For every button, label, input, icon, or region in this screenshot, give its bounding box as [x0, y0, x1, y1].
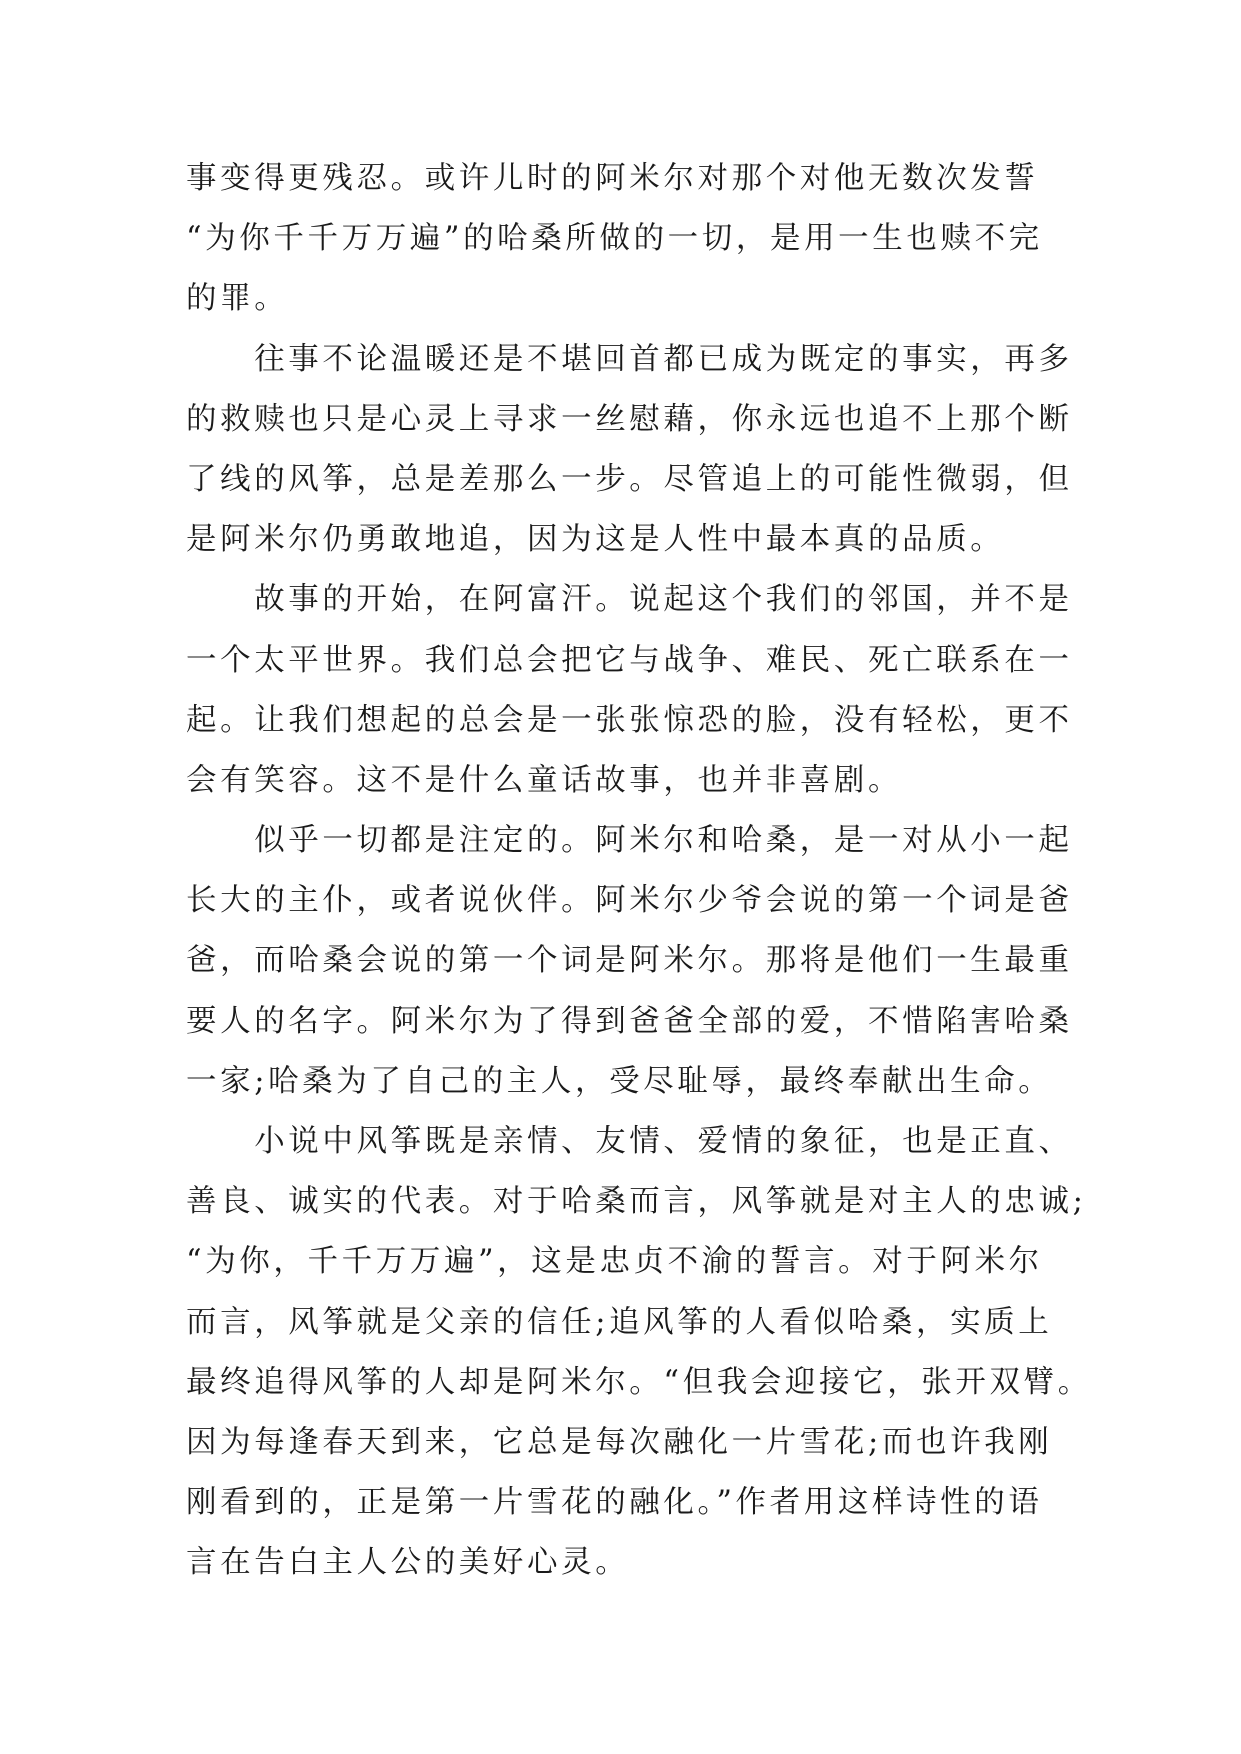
text-line: 起。让我们想起的总会是一张张惊恐的脸，没有轻松，更不: [186, 702, 1073, 738]
text-line: 而言，风筝就是父亲的信任;追风筝的人看似哈桑，实质上: [186, 1304, 1053, 1340]
text-line: 一家;哈桑为了自己的主人，受尽耻辱，最终奉献出生命。: [186, 1063, 1053, 1099]
text-line: “为你，千千万万遍”，这是忠贞不渝的誓言。对于阿米尔: [186, 1244, 1043, 1280]
text-line: 长大的主仆，或者说伙伴。阿米尔少爷会说的第一个词是爸: [186, 883, 1073, 919]
text-line: 的救赎也只是心灵上寻求一丝慰藉，你永远也追不上那个断: [186, 401, 1073, 437]
text-line: 爸，而哈桑会说的第一个词是阿米尔。那将是他们一生最重: [186, 943, 1073, 979]
text-line: 言在告白主人公的美好心灵。: [186, 1545, 630, 1581]
text-line: 事变得更残忍。或许儿时的阿米尔对那个对他无数次发誓: [186, 161, 1039, 196]
text-line: 因为每逢春天到来，它总是每次融化一片雪花;而也许我刚: [186, 1424, 1053, 1460]
text-line: 会有笑容。这不是什么童话故事，也并非喜剧。: [186, 762, 903, 798]
text-line: 往事不论温暖还是不堪回首都已成为既定的事实，再多: [186, 341, 1073, 377]
text-line: 小说中风筝既是亲情、友情、爱情的象征，也是正直、: [186, 1124, 1073, 1159]
text-line: 的罪。: [186, 281, 289, 317]
text-line: 要人的名字。阿米尔为了得到爸爸全部的爱，不惜陷害哈桑: [186, 1003, 1073, 1039]
document-body: [186, 149, 1092, 1594]
text-line: 善良、诚实的代表。对于哈桑而言，风筝就是对主人的忠诚;: [186, 1184, 1087, 1220]
text-line: 是阿米尔仍勇敢地追，因为这是人性中最本真的品质。: [186, 522, 1005, 558]
text-line: 似乎一切都是注定的。阿米尔和哈桑，是一对从小一起: [186, 823, 1073, 859]
text-line: 了线的风筝，总是差那么一步。尽管追上的可能性微弱，但: [186, 461, 1073, 497]
text-line: 刚看到的，正是第一片雪花的融化。”作者用这样诗性的语: [186, 1485, 1043, 1521]
text-line: 故事的开始，在阿富汗。说起这个我们的邻国，并不是: [186, 582, 1073, 618]
text-line: 一个太平世界。我们总会把它与战争、难民、死亡联系在一: [186, 642, 1073, 678]
text-line: “为你千千万万遍”的哈桑所做的一切，是用一生也赎不完: [186, 221, 1043, 257]
text-line: 最终追得风筝的人却是阿米尔。“但我会迎接它，张开双臂。: [186, 1364, 1092, 1400]
